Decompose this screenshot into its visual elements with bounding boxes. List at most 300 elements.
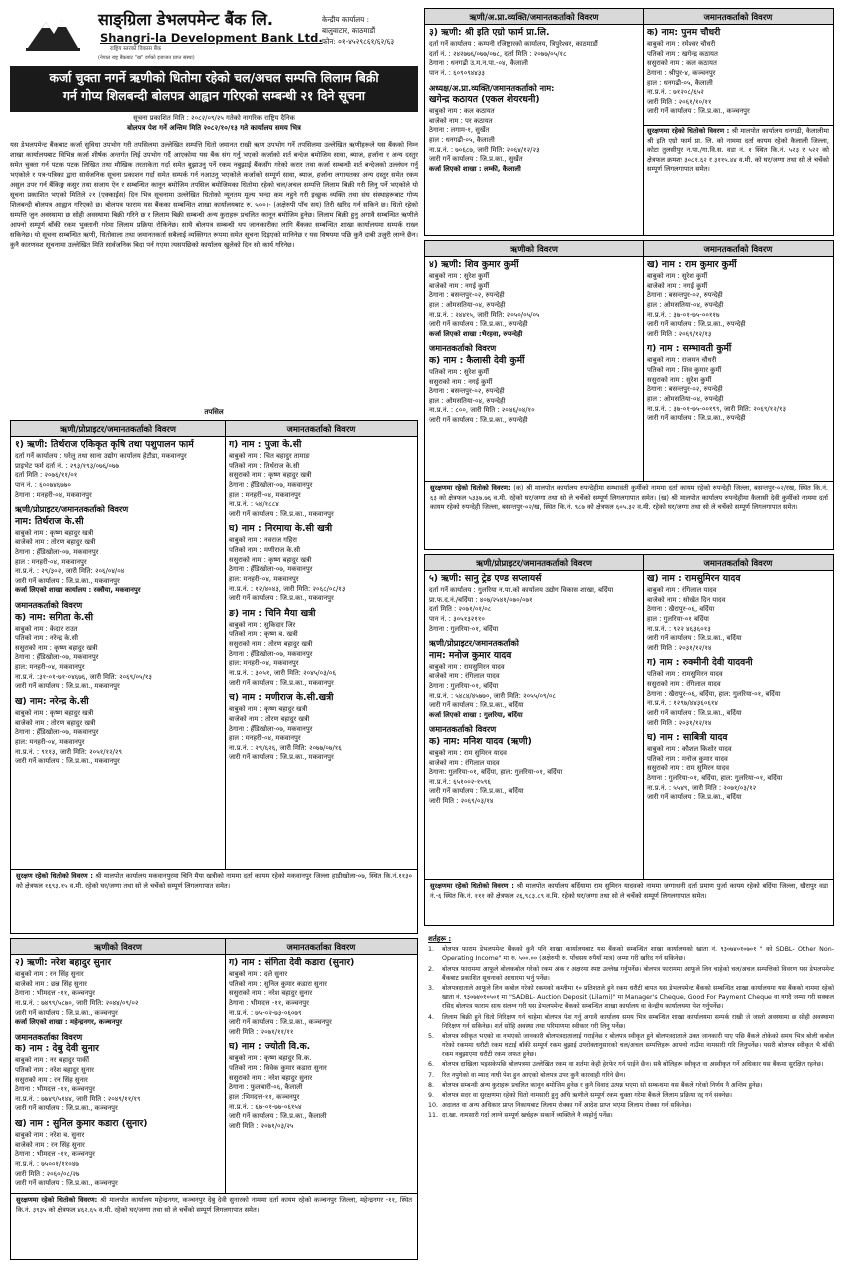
collateral-label: सुरक्षणमा रहेको धितोको विवरण : (647, 127, 730, 135)
detail-line: बाबुको नाम : नरेश ब. सुनार (15, 1131, 85, 1140)
collateral-details (16, 872, 412, 930)
detail-line: बाबुको नाम : सुरेश कुर्मी (429, 271, 490, 280)
detail-line: पतिको नाम : विवेक कुमार कडारा सुनार (229, 1064, 327, 1073)
detail-line: ठेगाना : गुलरिया-०१, बर्दिया (429, 681, 499, 690)
entry-name: ग) नाम : संगिता देवी कडारा (सुनार) (229, 957, 355, 968)
borrower-section-4 (424, 240, 834, 550)
person-entry (15, 600, 221, 692)
detail-line: बाजेको नाम : नगई कुर्मी (429, 281, 490, 290)
detail-line: ना.प्र.नं. : ७४९९/५८७०, जारी मिति: २०४४/०९/०२ (15, 998, 139, 1007)
detail-line: हाल: मनहरी-०४, मकवानपुर (229, 659, 299, 668)
term-number: 6. (428, 1061, 435, 1069)
detail-line: बाबुको नाम : कृष्ण बहादुर खत्री (15, 708, 94, 717)
detail-line: बाजेको नाम : तोरण बहादुर खत्री (229, 714, 310, 723)
detail-line: पतिको नाम : शिव कुमार कुर्मी (647, 366, 722, 375)
detail-line: ठेगाना : बसन्तपुर-०२, रुपन्देही (647, 291, 723, 300)
detail-line: कर्जा लिएको शाखा : गुलरिया, बर्दिया (429, 710, 523, 719)
person-entry (429, 83, 639, 175)
detail-line: ठेगाना : बसन्तपुर-०२, रुपन्देही (429, 291, 505, 300)
section-header-right: जमानतकर्ताका विवरण (286, 942, 356, 952)
entry-name: नाम: तिर्थराज के.सी (15, 515, 84, 527)
entry-name: ङ) नाम : चिनि मैया खत्री (229, 607, 316, 619)
section-header-left: ऋणी/प्रोप्राइटर/जमानतकर्ताको विवरण (60, 424, 176, 434)
term-text: बोलपत्र सदर वा सुरक्षणमा रहेको धितो नामसारी हुनु अघि ऋणीले सम्पूर्ण रकम चुक्ता गरेमा बैंकले लिलाम प्रक्रिया रद्द गर्न सक्नेछ। (442, 1092, 733, 1100)
person-entry (15, 696, 221, 767)
detail-line: पतिको नाम : कृष्ण ब. खत्री (229, 630, 298, 639)
detail-line: बाजेको नाम : तोरण बहादुर खत्री (15, 538, 96, 547)
section-header-left: ऋणीको विवरण (94, 942, 142, 952)
detail-line: पान नं. : ६०९०९४४३३ (429, 68, 485, 77)
detail-line: जारी मिति : २०७१/०३/२५ (229, 1121, 294, 1130)
detail-line: ठेगाना : हँडिखोला-०७, मकवानपुर (229, 649, 313, 658)
entry-subheading: जमानतकर्ताको विवरण (429, 724, 497, 735)
detail-line: जारी गर्ने कार्यालय : जि.प्र.का., बर्दिया (647, 793, 742, 802)
term-number: 10. (428, 1102, 439, 1110)
detail-line: ठेगाना : हँडिखोला-०७, मकवानपुर (229, 480, 313, 489)
detail-line: जारी गर्ने कार्यालय : जि.प्र.का., बर्दिया (429, 787, 524, 796)
term-number: 3. (428, 984, 435, 992)
note-divider (11, 869, 417, 870)
detail-line: ठेगाना : खैरापुर-०६, बर्दिया (647, 605, 715, 614)
collateral-text: श्री मालपोत कार्यालय बर्दियामा राम सुमिरन यादवको नाममा जग्गाधनी दर्ता प्रमाण पुर्जा कायम रहेको बर्दिया जिल्ला, खैरापुर वडा नं.-६ स्थित कि.नं. १११ को क्षेत्रफल २६,९८३.८९ व.मि. रहेको घर/जग्गा तथा सो ले चर्चेको सम्पूर्ण लिगलगापात समेत। (430, 882, 828, 900)
detail-line: जारी गर्ने कार्यालय : जि.प्र.का., मकवानपुर (15, 576, 120, 585)
notice-body: यस डेभलपमेन्ट बैंकबाट कर्जा सुविधा उपभोग गरी तपसिलमा उल्लेखित सम्पत्ति धितो जमानत राखी ऋण उपभोग गर्ने तपसिलमा उल्लेखित ऋणीहरूले यस बैंकको निम्न शाखा कार्यालयबाट विभिन्न कर्जा शीर्षक अन्तर्गत लिई उपभोग गर्दै आएकोमा यस बैंक संग गर्नु भएको कर्जाको शर्त बन्देज बमोजिम सावा, ब्याज, हर्जाना र अन्य दस्तुर समेत चुक्ता गर्न पटक पटक लिखित तथा मौखिक तरताकेता गर्दा समेत बुझाउनु पर्ने रकम नबुझाई बैंकसँग गरेको करार तथा कर्जा सम्बन्धी शर्त बन्देजको उल्लंघन गर्नु भएकोले र पत्र-पत्रिका द्वारा सार्वजनिक सूचना प्रकाशन गर्दा समेत सम्पर्क गर्न नआउनु भएकोले कर्जाको सम्पूर्ण सावा, ब्याज, हर्जाना लगायतका अन्य दस्तुर समेत रकम असुल उपर गर्न बैंकिङ्ग कसुर तथा सजाय ऐन र सम्बन्धित कानून बमोजिम तपसिल बमोजिमका धितोमा रहेको चल/अचल सम्पत्ति लिलाम बिक्री गरी लिनु पर्ने भएकोले यो सूचना प्रकाशित भएको मितिले २१ (एक्काईस) दिन भित्र सूचनामा उल्लेखित धितोको न्यूनतम मूल्य भन्दा कम नहुने गरी इच्छुक व्यक्ति तथा संघ संस्थाहरूबाट गोप्य शिलबन्दी बोलपत्र आह्वान गरिएको छ। बोलपत्र फाराम यस बैंकका सम्बन्धित शाखा कार्यालयबाट रु. ५००।- (अक्षेरुपी पाँच सय) तिरी खरिद गर्न सकिने छ। धितो रहेको सम्पत्ति जुन अवस्थामा छ सोही अवस्थामा बिक्री गरिने छ र लिलाम बिक्री सम्बन्धी अन्य कुराहरू प्रचलित कानून बमोजिम हुनेछ। लिलाम बिक्री हुनु अगावै सम्बन्धित ऋणीले आफ्नो सम्पूर्ण बाँकी रकम भुक्तानी गरेमा लिलाम प्रक्रिया रोकिनेछ। साथै बोलपत्र सम्बन्धी थप जानकारीका लागि बैंकका सम्बन्धित शाखा कार्यालयमा सम्पर्क राख्न सकिनेछ। यो सूचना सम्बन्धित ऋणी, धितोवाला तथा जमानतकर्ता सबैलाई व्यक्तिगत रूपमा समेत सूचना दिइएको मानिनेछ र यस विषयमा पछि कुनै दाबी उजुरी लाग्ने छैन। कुनै कारणवश सूचनामा उल्लेखित मिति सार्वजनिक बिदा पर्न गएमा त्यसपछिको कार्यालय खुलेको दिन सो कार्य गरिनेछ। (10, 141, 418, 250)
detail-line: बाबुको नाम : नर बहादुर पार्की (15, 1056, 89, 1065)
term-item (428, 965, 834, 983)
collateral-label: सुरक्षण रहेको धितोको विवरण : (16, 872, 93, 880)
bank-tagline: राष्ट्रिय स्तरको विकास बैंक (110, 46, 162, 52)
entry-name: नाम: मनोज कुमार यादव (429, 649, 512, 661)
detail-line: ना.प्र.नं. : ७५-०२-७३-०६०७९ (229, 1008, 302, 1017)
detail-line: ना.प्र.नं. : ५५४९, जारी मिति : २०७१/०३/१२ (647, 783, 757, 792)
entry-name: खगेन्द्र कठायत (एकल शेयरधनी) (429, 94, 540, 106)
person-entry (647, 573, 829, 653)
entry-name: घ) नाम : निरमाया के.सी खत्री (229, 523, 333, 535)
notice-title-line-2: गर्न गोप्य शिलबन्दी बोलपत्र आह्वान गरिएको सम्बन्धी २१ दिने सूचना (63, 87, 365, 103)
entry-name: घ) नाम : ज्योती वि.क. (229, 1041, 311, 1053)
term-text: रित नपुगेको वा म्याद नाघी पेश हुन आएको बोलपत्र उपर कुनै कारवाही गरिने छैन। (442, 1071, 626, 1079)
entry-subheading: जमानतकर्ताको विवरण (429, 343, 497, 354)
detail-line: जारी मिति : २०३१/१२/१४ (647, 718, 712, 727)
detail-line: ना.प्र.नं.: ६५१००२-१५९६ (429, 777, 491, 786)
detail-line: बाबुको नाम : राम सुमिरन यादव (429, 748, 507, 757)
note-divider (425, 481, 833, 482)
detail-line: हाल: मनहरी-०४, मकवानपुर (15, 737, 85, 746)
collateral-details (430, 882, 828, 922)
detail-line: पतिको नाम : सुनिल कुमार कडारा सुनार (229, 979, 327, 988)
detail-line: ना.प्र.नं. :३१-०१-७१-०४६७६, जारी मिति: २०६९/०५/१३ (15, 672, 152, 681)
borrower-section-3 (424, 8, 834, 236)
detail-line: हाल : ओमसतिया-०४, रुपन्देही (429, 396, 506, 405)
detail-line: पान नं. : ३०५१३२११० (429, 614, 485, 623)
detail-line: हाल : धनगढी-०५, कैलाली (647, 78, 713, 87)
detail-line: हाल : ओमसतिया-०४, रुपन्देही (647, 394, 724, 403)
detail-line: बाबुको नाम : कृष्ण बहादुर वि.क. (229, 1054, 312, 1063)
entry-name: क) नाम: सगिता के.सी (15, 611, 94, 623)
person-entry (229, 692, 413, 763)
term-text: दा.खा. नामसारी गर्दा लाग्ने सम्पूर्ण खर्चहरू सकार्ने व्यक्तिले नै व्यहोर्नु पर्नेछ। (442, 1112, 613, 1120)
collateral-details (647, 127, 829, 233)
entry-subheading: जमानतकर्ताका विवरण (15, 1031, 83, 1042)
entry-name: ख) नाम: नरेन्द्र के.सी (15, 696, 89, 708)
detail-line: बाबुको नाम : कृष्ण बहादुर खत्री (15, 528, 94, 537)
detail-line: बाबुको नाम : रन सिंह सुनार (15, 969, 84, 978)
detail-line: जारी गर्ने कार्यालय : जि.प्र.का., मकवानपुर (229, 594, 334, 603)
detail-line: दर्ता गर्ने कार्यालय : घरेलु तथा साना उद्योग कार्यालय हेटौडा, मकवानपुर (15, 451, 187, 460)
detail-line: ठेगाना : श्रीपुर-४, कञ्चनपुर (647, 68, 716, 77)
detail-line: बाजेको नाम : रन सिंह सुनार (15, 1140, 85, 1149)
detail-line: ना.प्र.नं. : १२९७/४४३६०६१४ (647, 699, 718, 708)
detail-line: हाल : ओमसतिया-०४, रुपन्देही (647, 300, 724, 309)
detail-line: जारी गर्ने कार्यालय : जि.प्र.का., रुपन्देही (429, 320, 528, 329)
person-entry (647, 732, 829, 803)
detail-line: ना.प्र.नं. : ५४/१८८४ (229, 500, 279, 509)
detail-line: ना.प्र.नं. : ३०५१, जारी मिति: २०४५/०३/०६ (229, 669, 336, 678)
person-entry (15, 439, 221, 500)
detail-line: बाबुको नाम : रंगिलाल यादव (647, 585, 717, 594)
notice-title-line-1: कर्जा चुक्ता नगर्ने ऋणीको धितोमा रहेको चल/अचल सम्पत्ति लिलाम बिक्री (49, 70, 379, 85)
detail-line: बाजेको नाम : छन्न सिंह सुनार (15, 979, 87, 988)
detail-line: ठेगाना : हँडिखोला-०७, मकवानपुर (15, 547, 99, 556)
detail-line: ठेगाना: गुलरिया-०१, बर्दिया, हाल: गुलरिया-०१, बर्दिया (429, 768, 563, 777)
detail-line: जारी गर्ने कार्यालय : जि.प्र.का., मकवानपुर (229, 753, 334, 762)
detail-line: ठेगाना : फुलबारी-०६, कैलाली (229, 1083, 303, 1092)
detail-line: दर्ता मिति : २०७१/०१/०८ (429, 605, 492, 614)
person-entry (647, 657, 829, 728)
detail-line: जारी गर्ने कार्यालय : जि.प्र.का., रुपन्देही (429, 416, 528, 425)
detail-line: बाजेको नाम : तोरण बहादुर खत्री (15, 718, 96, 727)
term-item (428, 1101, 834, 1110)
term-number: 4. (428, 1013, 435, 1021)
detail-line: पतिको नाम : तिर्थराज के.सी (229, 461, 300, 470)
detail-line: ठेगाना : लगाम-१, सुर्खेत (429, 126, 490, 135)
term-text: बोलपत्र दाखिला भइसकेपछि बोलपत्रमा उल्लेखित रकम वा शर्तमा केही हेरफेर गर्न पाईने छैन। सबै बोलिहरू स्वीकृत वा अस्वीकृत गर्ने अधिकार यस बैंकमा सुरक्षित रहनेछ। (442, 1061, 824, 1069)
section-header-left: ऋणी/अ.प्रा.व्यक्ति/जमानतकर्ताको विवरण (469, 12, 599, 22)
detail-line: ठेगाना : मनहरी-०४, मकवानपुर (15, 490, 92, 499)
detail-line: ससुराको नाम : सुरेश कुर्मी (647, 375, 712, 384)
detail-line: जारी गर्ने कार्यालय : जि.प्र.का., मकवानपुर (15, 757, 120, 766)
person-entry (647, 343, 829, 423)
term-number: 1. (428, 946, 435, 954)
term-number: 7. (428, 1071, 435, 1079)
collateral-label: सुरक्षणमा रहेको धितोको विवरण: (16, 1196, 98, 1204)
entry-name: ग) नाम : पुजा के.सी (229, 439, 302, 450)
detail-line: दर्ता नं. : २४२७७६/०७७/०७८, दर्ता मिति : २०७७/०५/१८ (429, 49, 567, 58)
section-header-left: ऋणी/प्रोप्राइटर/जमानतकर्ताको विवरण (476, 558, 592, 568)
detail-line: जारी गर्ने कार्यालय : जि.प्र.का., बर्दिया (429, 701, 524, 710)
detail-line: ठेगाना : भीमदत्त -११, कञ्चनपुर (15, 1085, 95, 1094)
detail-line: ससुराको नाम : राम सुमिरन यादव (647, 764, 730, 773)
detail-line: ना.प्र.नं. : ३७-०१-७५-००११७ (647, 310, 720, 319)
term-item (428, 1013, 834, 1031)
detail-line: पतिको नाम : रामसुमिरन यादव (647, 670, 723, 679)
bank-address (322, 14, 394, 47)
detail-line: हाल : ओमसतिया-०४, रुपन्देही (429, 300, 506, 309)
term-text: बोलपत्र फाराम डेभलपमेन्ट बैंकको कुनै पनि शाखा कार्यालयबाट यस बैंकको सम्बन्धित शाखा कार्यालयको खाता नं. ९३०७४०१०७०१ " को SDBL- Other Non-Operating Income" मा रु. ५००.०० (अक्षेरुपी रु. पाँचसय रुपैयाँ मात्र) जम्मा गरी खरिद गर्न सकिनेछ। (442, 946, 834, 963)
detail-line: जारी गर्ने कार्यालय : जि.प्र.का., कैलाली (229, 1112, 327, 1121)
right-column (229, 957, 413, 1193)
note-divider (11, 1193, 417, 1194)
left-column (15, 439, 221, 869)
detail-line: बाबुको नाम : नवराज गहिरा (229, 536, 297, 545)
detail-line: हाल : मनहरी-०४, मकवानपुर (15, 557, 87, 566)
person-entry (15, 957, 221, 1028)
left-column (429, 573, 639, 879)
detail-line: ना.प्र.नं. : ७७४९/५१४४, जारी मिति : २०४९/११/१९ (15, 1094, 141, 1103)
detail-line: ना.प्र.नं. : ७१२०८/६५२ (647, 88, 704, 97)
entry-name: ख) नाम : राम कुमार कुर्मी (647, 259, 737, 270)
detail-line: जारी गर्ने कार्यालय : जि.प्र.का., बर्दिया (647, 634, 742, 643)
detail-line: कर्जा लिएको शाखा :भैरहवा, रुपन्देही (429, 329, 523, 338)
section-header-row (11, 939, 417, 955)
detail-line: पतिको नाम : मणीराज के.सी (229, 546, 301, 555)
detail-line: बाजेको नाम : सोखेत दिन यादव (647, 595, 726, 604)
person-entry (647, 259, 829, 339)
detail-line: ठेगाना : बसन्तपुर-०२, रुपन्देही (647, 385, 723, 394)
borrower-section-1 (10, 420, 418, 934)
detail-line: प्राइभेट फर्म दर्ता नं. : २९३/१९३/०७६/०७७ (15, 461, 120, 470)
entry-subheading: ऋणी/प्रोप्राइटर/जमानतकर्ताको विवरण (15, 504, 129, 515)
detail-line: ठेगाना : धनगढी उ.म.न.पा.-०४, कैलाली (429, 59, 528, 68)
publication-date: सूचना प्रकाशित मिति : २०८२/०९/२५ गतेको नागरिक राष्ट्रिय दैनिक (133, 114, 295, 122)
detail-line: जारी गर्ने कार्यालय : जि.प्र.का., कञ्चनपुर (647, 107, 750, 116)
detail-line: ठेगाना : हँडिखोला-०७, मकवानपुर (15, 653, 99, 662)
detail-line: ठेगाना : भीमदत्त -११, कञ्चनपुर (15, 1150, 95, 1159)
detail-line: दर्ता मिति : २०७६/११/०१ (15, 471, 78, 480)
column-divider (643, 9, 644, 235)
detail-line: ससुराको नाम : कल कठायत (647, 59, 717, 68)
column-divider (643, 241, 644, 481)
detail-line: जारी गर्ने कार्यालय : जि.प्र.का., सुर्खेत (429, 155, 523, 164)
detail-line: ससुराको नाम : नरेश बहादुर सुनार (229, 989, 313, 998)
person-entry (15, 504, 221, 596)
entry-name: क) नाम : देबु देवी सुनार (15, 1043, 99, 1055)
detail-line: ठेगाना : भीमदत्त -११, कञ्चनपुर (15, 989, 95, 998)
detail-line: बाबुको नाम : दले सुनार (229, 969, 288, 978)
detail-line: बाबुको नाम : सुरेश कुर्मी (647, 271, 708, 280)
section-header-right: जमानतकर्ताको विवरण (286, 424, 356, 434)
detail-line: जारी गर्ने कार्यालय : जि.प्र.का., कञ्चनपुर (15, 1179, 118, 1188)
left-column (429, 259, 639, 481)
detail-line: जारी गर्ने कार्यालय : जि.प्र.का., मकवानपुर (229, 678, 334, 687)
detail-line: जारी मिति : २०६९/१२/१३ (647, 329, 712, 338)
detail-line: हाल: मनहरी-०४, मकवानपुर (229, 574, 299, 583)
schedule-heading: तपसिल (204, 408, 224, 416)
detail-line: जारी मिति : २०६०/०८/२७ (15, 1169, 80, 1178)
entry-name: घ) नाम : साबित्री यादव (647, 732, 728, 744)
column-divider (643, 555, 644, 879)
section-header-right: जमानतकर्ताको विवरण (703, 12, 773, 22)
right-column (647, 27, 829, 121)
term-number: 2. (428, 965, 435, 973)
section-header-left: ऋणीको विवरण (510, 244, 558, 254)
entry-name: क) नाम: पुनम चौधरी (647, 27, 721, 38)
detail-line: पतिको नाम : सुरेश कुर्मी (429, 367, 490, 376)
detail-line: पतिको नाम : मनोज कुमार यादव (647, 754, 728, 763)
entry-name: ५) ऋणी: सानु ट्रेड एण्ड सप्लायर्स (429, 573, 542, 584)
detail-line: पतिको नाम : खगेन्द्र कठायत (647, 49, 718, 58)
notice-title-banner (10, 66, 418, 112)
detail-line: ना.प्र.नं. : ८००, जारी मिति : २०४६/०४/१० (429, 406, 535, 415)
detail-line: जारी गर्ने कार्यालय : जि.प्र.का., रुपन्देही (647, 320, 746, 329)
detail-line: हाल : धनगढी-०५, कैलाली (429, 135, 495, 144)
person-entry (229, 957, 413, 1037)
detail-line: जारी गर्ने कार्यालय : जि.प्र.का., कञ्चनपुर (15, 1104, 118, 1113)
entry-subheading: जमानतकर्ताको विवरण (15, 600, 83, 611)
detail-line: प्रा.फ.द.नं./बर्दिया : ४०७/२५४१/०७०/०७१ (429, 595, 533, 604)
detail-line: ससुराको नाम : कृष्ण बहादुर खत्री (229, 555, 312, 564)
detail-line: बाजेको नाम : रंगिलाल यादव (429, 758, 500, 767)
term-text: बोलपत्र सम्बन्धी अन्य कुराहरू प्रचलित कानून बमोजिम हुनेछ र कुनै विवाद उत्पन्न भएमा सो सम्बन्धमा यस बैंकले गरेको निर्णय नै अन्तिम हुनेछ। (442, 1081, 763, 1089)
entry-name: ३) ऋणी: श्री इति एग्रो फार्म प्रा.लि. (429, 27, 550, 38)
person-entry (429, 573, 639, 634)
detail-line: जारी मिति : २०६९/०३/१४ (429, 797, 494, 806)
bank-name-english: Shangri-la Development Bank Ltd. (100, 31, 323, 45)
detail-line: कर्जा लिएको शाखा कार्यालय : रक्सैया, मकवानपुर (15, 586, 141, 595)
person-entry (429, 27, 639, 79)
detail-line: ना.प्र.नं. : ९११३, जारी मिति: २०५१/१२/२९ (15, 747, 122, 756)
term-number: 8. (428, 1081, 435, 1089)
entry-name: च) नाम : मणीराज के.सी.खत्री (229, 692, 334, 704)
bank-name-nepali: साङ्ग्रिला डेभलपमेन्ट बैंक लि. (98, 10, 273, 29)
detail-line: दर्ता गर्ने कार्यालय : गुलरिया न.पा.को कार्यालय उद्योग विकास शाखा, बर्दिया (429, 585, 614, 594)
detail-line: पतिको नाम : नरेन्द्र के.सी (15, 634, 79, 643)
detail-line: जारी गर्ने कार्यालय : जि.प्र.का., रुपन्देही (647, 414, 746, 423)
entry-name: ग) नाम : सम्भावती कुर्मी (647, 343, 732, 355)
detail-line: बाबुको नाम : राजमन चौधरी (647, 356, 717, 365)
entry-subheading: अध्यक्ष/अ.प्रा.व्यक्ति/जमानतकर्ताको नाम: (429, 82, 555, 93)
detail-line: जारी गर्ने कार्यालय : जि.प्र.का., कञ्चनपुर (229, 1018, 332, 1027)
collateral-text: श्री मालपोत कार्यालय मकवानपुरमा चिनि मैया खत्रीको नाममा दर्ता कायम रहेको मकवानपुर जिल्ला हाडीखोला-०७, स्थित कि.नं.११३० को क्षेत्रफल १६९३.१५ व.मी. रहेको घर/जग्गा तथा सो ले चर्चेको सम्पूर्ण लिगलगापात समेत। (16, 872, 412, 890)
right-column (647, 573, 829, 879)
collateral-details (16, 1196, 412, 1256)
collateral-details (430, 484, 828, 546)
bid-deadline: बोलपत्र पेश गर्ने अन्तिम मिति २०८२/१०/१३ गते कार्यालय समय भित्र (127, 124, 301, 132)
detail-line: बाजेको नाम : रंगिलाल यादव (429, 672, 500, 681)
detail-line: ससुराको नाम : रन सिंह सुनार (15, 1075, 88, 1084)
detail-line: बाबुको नाम : रामसुमिरन यादव (429, 662, 505, 671)
term-item (428, 945, 834, 963)
detail-line: ना.प्र.नं. : २४४१५, जारी मिति: २०५०/०५/०५ (429, 310, 540, 319)
detail-line: ठेगाना : हँडिखोला-०७, मकवानपुर (15, 728, 99, 737)
detail-line: ससुराको नाम : रंगिलाल यादव (647, 680, 721, 689)
note-divider (425, 879, 833, 880)
entry-name: ४) ऋणी: शिव कुमार कुर्मी (429, 259, 519, 270)
detail-line: बाबुको नाम : सुकिदार जिर (229, 620, 296, 629)
term-item (428, 1060, 834, 1069)
section-header-right: जमानतकर्ताको विवरण (703, 244, 773, 254)
detail-line: कर्जा लिएको शाखा : लम्की, कैलाली (429, 164, 521, 173)
term-number: 5. (428, 1032, 435, 1040)
detail-line: बाबुको नाम : चित बहादुर तामाङ (229, 451, 310, 460)
terms-title: शर्तहरू : (428, 935, 452, 943)
detail-line: ठेगाना : गुलरिया-०१, बर्दिया, हाल: गुलरिया-०१, बर्दिया (647, 774, 783, 783)
detail-line: ठेगाना : गुलरिया-०१, बर्दिया (429, 624, 499, 633)
detail-line: ठेगाना : हँडिखोला-०७, मकवानपुर (229, 565, 313, 574)
term-item (428, 1071, 834, 1080)
bank-header (10, 6, 418, 64)
detail-line: दर्ता गर्ने कार्यालय : कम्पनी रजिष्ट्रारको कार्यालय, त्रिपुरेश्वर, काठमाडौं (429, 39, 598, 48)
detail-line: जारी गर्ने कार्यालय : जि.प्र.का., कञ्चनपुर (15, 1008, 118, 1017)
detail-line: ना.प्र.नं. : २९/३०२, जारी मिति: २०६/०४/०४ (15, 567, 125, 576)
person-entry (429, 259, 639, 339)
detail-line: जारी गर्ने कार्यालय : जि.प्र.का., बर्दिया (647, 708, 742, 717)
detail-line: जारी मिति : २०७१/११/११ (229, 1027, 294, 1036)
term-text: बोलपत्र स्वीकृत भएको वा नभएको जानकारी बोलपत्रदातालाई गराईनेछ र बोलपत्र स्वीकृत हुने बोलपत्रदाताले उक्त जानकारी पाए पछि बैंकले तोकेको समय भित्र बोली कबोल गरेको रकममा धरौटी रकम घटाई बाँकी सम्पूर्ण रकम बुझाई उपरोक्तानुसारको चल/अचल सम्पत्तिहरू आफ्नो नाउँमा नामसारी गरि लिनुपर्नेछ। यसरी बोलपत्र स्वीकृत भै बाँकी रकम नबुझाएमा धरौटी रकम जफत हुनेछ। (442, 1032, 834, 1059)
person-entry (229, 1041, 413, 1131)
terms-and-conditions (428, 934, 834, 1260)
entry-name: क) नाम: मनिश यादव (ऋणी) (429, 735, 532, 747)
detail-line: हाल : मनहरी-०४, मकवानपुर (229, 734, 301, 743)
person-entry (429, 638, 639, 720)
detail-line: हाल :भिमदत्त-११, कञ्चनपुर (229, 1092, 300, 1101)
term-item (428, 1111, 834, 1120)
detail-line: हाल : मनहरी-०४, मकवानपुर (229, 490, 301, 499)
bank-logo-icon (24, 12, 82, 52)
right-column (229, 439, 413, 869)
person-entry (229, 439, 413, 519)
left-column (429, 27, 639, 233)
entry-name: ग) नाम : रुक्मीनी देवी यादवनी (647, 657, 753, 669)
detail-line: ना.प्र.नं. : ३७-०१-७५-००१९९, जारी मिति: २०६९/१२/१३ (647, 404, 787, 413)
collateral-label: सुरक्षणमा रहेको धितोको विवरण : (430, 882, 514, 890)
entry-name: क) नाम : कैलासी देवी कुर्मी (429, 354, 525, 366)
detail-line: ससुराको नाम : तोरण बहादुर खत्री (229, 640, 313, 649)
detail-line: बाबुको नाम : कल कठायत (429, 106, 495, 115)
detail-line: हाल: मनहरी-०४, मकवानपुर (15, 663, 85, 672)
column-divider (225, 421, 226, 869)
detail-line: ना.प्र.नं. : २९/६२६, जारी मिति: २०७७/०७/१६ (229, 743, 342, 752)
collateral-text: श्री मालपोत कार्यालय महेन्द्रनगर, कञ्चनपुर देबु देवी सुनारको नाममा दर्ता कायम रहेको कञ्चनपुर जिल्ला, महेन्द्रनगर -११, स्थित कि.नं. ३९३५ को क्षेत्रफल ४६२.६५ व.मी. रहेको घर/जग्गा तथा सो ले चर्चेको सम्पूर्ण लिगलगापात समेत। (16, 1196, 412, 1214)
detail-line: बाबुको नाम : रमेश्वर चौधरी (647, 39, 716, 48)
detail-line: बाबुको नाम : कौशल किशोर यादव (647, 745, 732, 754)
section-header-row (11, 421, 417, 437)
detail-line: ना.प्र.नं. : ७०६८७, जारी मिति: २०६४/१२/२३ (429, 145, 540, 154)
detail-line: पान नं. : ६००७४६७७० (15, 480, 71, 489)
detail-line: ससुराको नाम : नगई कुर्मी (429, 377, 493, 386)
note-divider (643, 125, 833, 126)
terms-list (428, 945, 834, 1120)
term-item (428, 1032, 834, 1060)
detail-line: ससुराको नाम : नरेश बहादुर सुनार (229, 1073, 313, 1082)
person-entry (429, 724, 639, 806)
bank-license-note: (नेपाल राष्ट्र बैंकबाट "ख" वर्गको इजाजत प्राप्त संस्था) (98, 55, 195, 61)
detail-line: कर्जा लिएको शाखा : महेन्द्रनगर, कञ्चनपुर (15, 1018, 122, 1027)
term-item (428, 1081, 834, 1090)
person-entry (15, 1032, 221, 1114)
collateral-label: सुरक्षणमा रहेको धितोको विवरण: (430, 484, 511, 492)
right-column (647, 259, 829, 481)
section-header-row (425, 555, 833, 571)
person-entry (229, 523, 413, 603)
term-number: 11. (428, 1112, 439, 1120)
office-address: बालुवाटार, काठमाडौं (322, 26, 376, 36)
detail-line: जारी मिति : २०३१/१२/१४ (647, 643, 712, 652)
detail-line: बाबुको नाम : कृष्ण बहादुर खत्री (229, 705, 308, 714)
person-entry (229, 608, 413, 688)
detail-line: ठेगाना : भीमदत्त -११, कञ्चनपुर (229, 998, 309, 1007)
term-item (428, 1091, 834, 1100)
entry-subheading: ऋणी/प्रोप्राइटर/जमानतकर्ताको (429, 638, 519, 649)
term-text: अदालत वा अन्य अधिकार प्राप्त निकायबाट लिलाम रोक्का गर्ने आदेश प्राप्त भएमा लिलाम रोक्का गर्न सकिनेछ। (442, 1102, 692, 1110)
detail-line: ससुराको नाम : कृष्ण बहादुर खत्री (15, 643, 98, 652)
detail-line: ससुराको नाम : कृष्ण बहादुर खत्री (229, 471, 312, 480)
term-number: 9. (428, 1092, 435, 1100)
left-column (15, 957, 221, 1193)
detail-line: ना.प्र.नं. : ७५००१/११०४७ (15, 1159, 79, 1168)
entry-name: १) ऋणी: तिर्थराज एकिकृत कृषि तथा पशुपालन फार्म (15, 439, 194, 450)
entry-name: २) ऋणी: नरेश बहादुर सुनार (15, 957, 111, 968)
